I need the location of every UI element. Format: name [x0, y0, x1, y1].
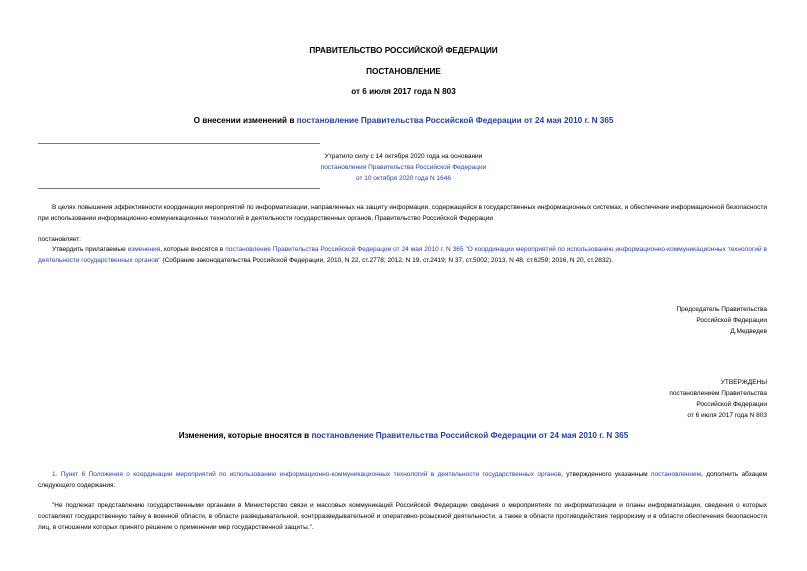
signature-position: Председатель Правительства — [676, 306, 767, 313]
quoted-paragraph: "Не подлежат представлению государственными органами в Министерство связи и массовых коммуникаций Российской Федерации сведения о мероприятиях по информатизации и планы информатизации, сведения о которых составляют государственную тайну в военной области, в области разведывательной, контрразведывательной и оперативно-розыскной деятельности, а также в области противодействия терроризму и в области обеспечения безопасности лиц, в отношении которых принято решение о применении мер государственной защиты.". — [38, 502, 767, 531]
changes-title — [0, 431, 807, 440]
document-type-heading: ПОСТАНОВЛЕНИЕ — [366, 67, 441, 76]
divider-top — [38, 143, 320, 144]
decree-word: постановляет: — [38, 236, 81, 243]
changes-title-link[interactable]: постановление Правительства Российской Федерации от 24 мая 2010 г. N 365 — [311, 431, 629, 440]
government-heading: ПРАВИТЕЛЬСТВО РОССИЙСКОЙ ФЕДЕРАЦИИ — [309, 46, 498, 55]
approval-block — [669, 377, 767, 421]
approval-line2: постановлением Правительства — [669, 390, 767, 397]
preamble-paragraph: В целях повышения эффективности координации мероприятий по информатизации, направленных на защиту информации, содержащейся в государственных информационных системах, и обеспечение информационной безопасности при использовании информационно-коммуникационных технологий в деятельности государственных органов, Правительство Российской Федерации — [38, 204, 767, 222]
validity-note-line1: Утратило силу с 14 октября 2020 года на основании — [324, 153, 483, 160]
signature-country: Российской Федерации — [696, 317, 767, 324]
approval-word: УТВЕРЖДЕНЫ — [720, 379, 767, 386]
repeal-decree-link-line1[interactable]: постановления Правительства Российской Федерации — [320, 164, 487, 171]
approval-line4: от 6 июля 2017 года N 803 — [687, 412, 767, 419]
decree-reference-link[interactable]: постановлением — [650, 471, 702, 478]
decree-365-title-link[interactable]: "О координации мероприятий по использованию информационно-коммуникационных технологий в деятельности государственных органов" — [38, 246, 767, 264]
point-1-paragraph — [38, 469, 767, 491]
document-title — [0, 116, 807, 125]
changes-link[interactable]: изменения — [127, 246, 161, 253]
decree-365-link[interactable]: постановление Правительства Российской Федерации от 24 мая 2010 г. N 365 — [225, 246, 464, 253]
signature-name: Д.Медведев — [730, 328, 767, 335]
point-1-text-1: , утвержденного указанным — [561, 471, 651, 478]
validity-note — [200, 151, 607, 184]
approval-line3: Российской Федерации — [696, 401, 767, 408]
title-prefix: О внесении изменений в — [193, 116, 297, 125]
document-date: от 6 июля 2017 года N 803 — [351, 87, 456, 96]
repeal-decree-link-line2[interactable]: от 10 октября 2020 года N 1646 — [355, 175, 452, 182]
decree-text-1: Утвердить прилагаемые — [52, 246, 128, 253]
amended-decree-link[interactable]: постановление Правительства Российской Федерации от 24 мая 2010 г. N 365 — [296, 116, 614, 125]
point-1-text-2: , дополнить абзацем следующего содержания: — [38, 471, 767, 489]
point-6-regulation-link[interactable]: 1. Пункт 6 Положения о координации мероприятий по использованию информационно-коммуникационных технологий в деятельности государственных органов — [52, 471, 562, 478]
signature-block — [676, 304, 767, 337]
decree-paragraph — [38, 244, 767, 266]
decree-text-4: (Собрание законодательства Российской Федерации, 2010, N 22, ст.2778; 2012, N 19, ст.2419; N 37, ст.5002; 2013, N 48, ст.6259; 2016, N 20, ст.2832). — [160, 257, 614, 264]
changes-title-prefix: Изменения, которые вносятся в — [178, 431, 312, 440]
decree-text-2: , которые вносятся в — [160, 246, 226, 253]
divider-bottom — [38, 188, 320, 189]
